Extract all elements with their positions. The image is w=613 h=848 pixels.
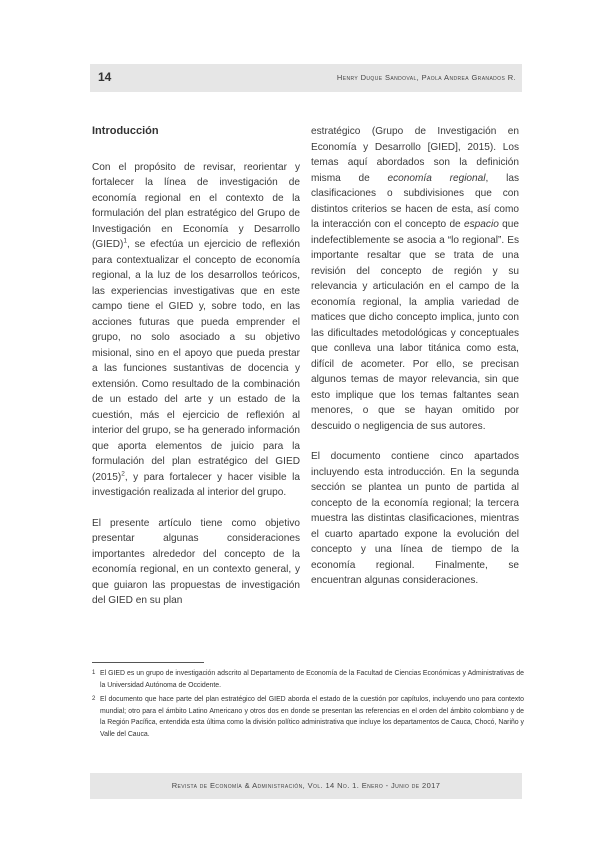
emphasis-term: espacio [464, 219, 499, 230]
footnote-divider [92, 662, 204, 663]
footnote-mark: 2 [92, 696, 96, 703]
running-head-authors: Henry Duque Sandoval, Paola Andrea Granados R. [336, 73, 516, 82]
text-run: , se efectúa un ejercicio de reflexión para contextualizar el concepto de economía regional, a la luz de los desarrollos teóricos, las experiencias investigativas que en este campo tiene el GIED y, sobre todo, en las acciones futuras que pueda emprender el grupo, no solo asociado a su objetivo misional, sino en el apoyo que pueda prestar a las funciones sustantivas de docencia y extensión. Como resultado de la combinación de un estado del arte y un estado de la cuestión, más el ejercicio de reflexión al interior del grupo, se ha generado información que aporta elementos de juicio para la formulación del plan estratégico del GIED (2015) [92, 239, 300, 483]
intro-paragraph-1 [92, 160, 300, 501]
footnote-mark: 1 [92, 670, 96, 676]
left-column [92, 122, 300, 609]
text-run: que indefectiblemente se asocia a “lo regional”. Es importante resaltar que se trata de una revisión del concepto de región y su relevancia y articulación en el campo de la economía regional, la amplia variedad de matices que dicho concepto implica, junto con las dificultades metodológicas y conceptuales que conlleva una labor titánica como esta, difícil de acometer. Por ello, se precisan algunos temas de mayor relevancia, sin que esto implique que los temas faltantes sean menores, o que se hayan omitido por descuido o negligencia de sus autores. [311, 219, 519, 432]
text-run: estratégico (Grupo de Investigación en Economía y Desarrollo [GIED], 2015). Los temas aquí abordados son la definición misma de [311, 126, 519, 184]
footnote-2 [92, 694, 524, 740]
footnote-text: El GIED es un grupo de investigación adscrito al Departamento de Economía de la Facultad de Ciencias Económicas y Administrativas de la Universidad Autónoma de Occidente. [100, 670, 524, 689]
right-column [311, 124, 519, 589]
intro-paragraph-4: El documento contiene cinco apartados incluyendo esta introducción. En la segunda sección se plantea un punto de partida al concepto de la economía regional; la tercera muestra las distintas clasificaciones, mientras el cuarto apartado expone la evolución del concepto y una línea de tiempo de la economía regional. Finalmente, se encuentran algunas consideraciones. [311, 451, 519, 586]
page-number: 14 [98, 70, 112, 84]
text-run: Con el propósito de revisar, reorientar y fortalecer la línea de investigación de economía regional en el contexto de la formulación del plan estratégico del Grupo de Investigación en Economía y Desarrollo (GIED) [92, 161, 300, 250]
text-run: , las clasificaciones o subdivisiones que con distintos criterios se hacen de esta, así como la interacción con el concepto de [311, 172, 519, 230]
footnote-1 [92, 668, 524, 691]
journal-footer: Revista de Economía & Administración, Vol. 14 No. 1. Enero - Junio de 2017 [171, 781, 441, 790]
text-run: , y para fortalecer y hacer visible la investigación realizada al interior del grupo. [92, 471, 300, 498]
footnotes [92, 668, 524, 744]
section-title: Introducción [92, 125, 159, 137]
footnote-ref-1[interactable]: 1 [123, 237, 128, 245]
footnote-ref-2[interactable]: 2 [121, 470, 125, 478]
emphasis-term: economía regional [387, 172, 486, 184]
intro-paragraph-2: El presente artículo tiene como objetivo presentar algunas consideraciones importantes alrededor del concepto de la economía regional, en un contexto general, y que guiaron las propuestas de investigación del GIED en su plan [92, 517, 300, 606]
intro-paragraph-3 [311, 124, 519, 434]
footnote-text: El documento que hace parte del plan estratégico del GIED aborda el estado de la cuestión por capítulos, incluyendo uno para contexto mundial; otro para el ámbito Latino Americano y otros dos en donde se presentan las referencias en el orden del ámbito colombiano y de la Región Pacífica, entendida esta última como la división político administrativa que incluye los departamentos de Cauca, Chocó, Nariño y Valle del Cauca. [100, 696, 525, 738]
